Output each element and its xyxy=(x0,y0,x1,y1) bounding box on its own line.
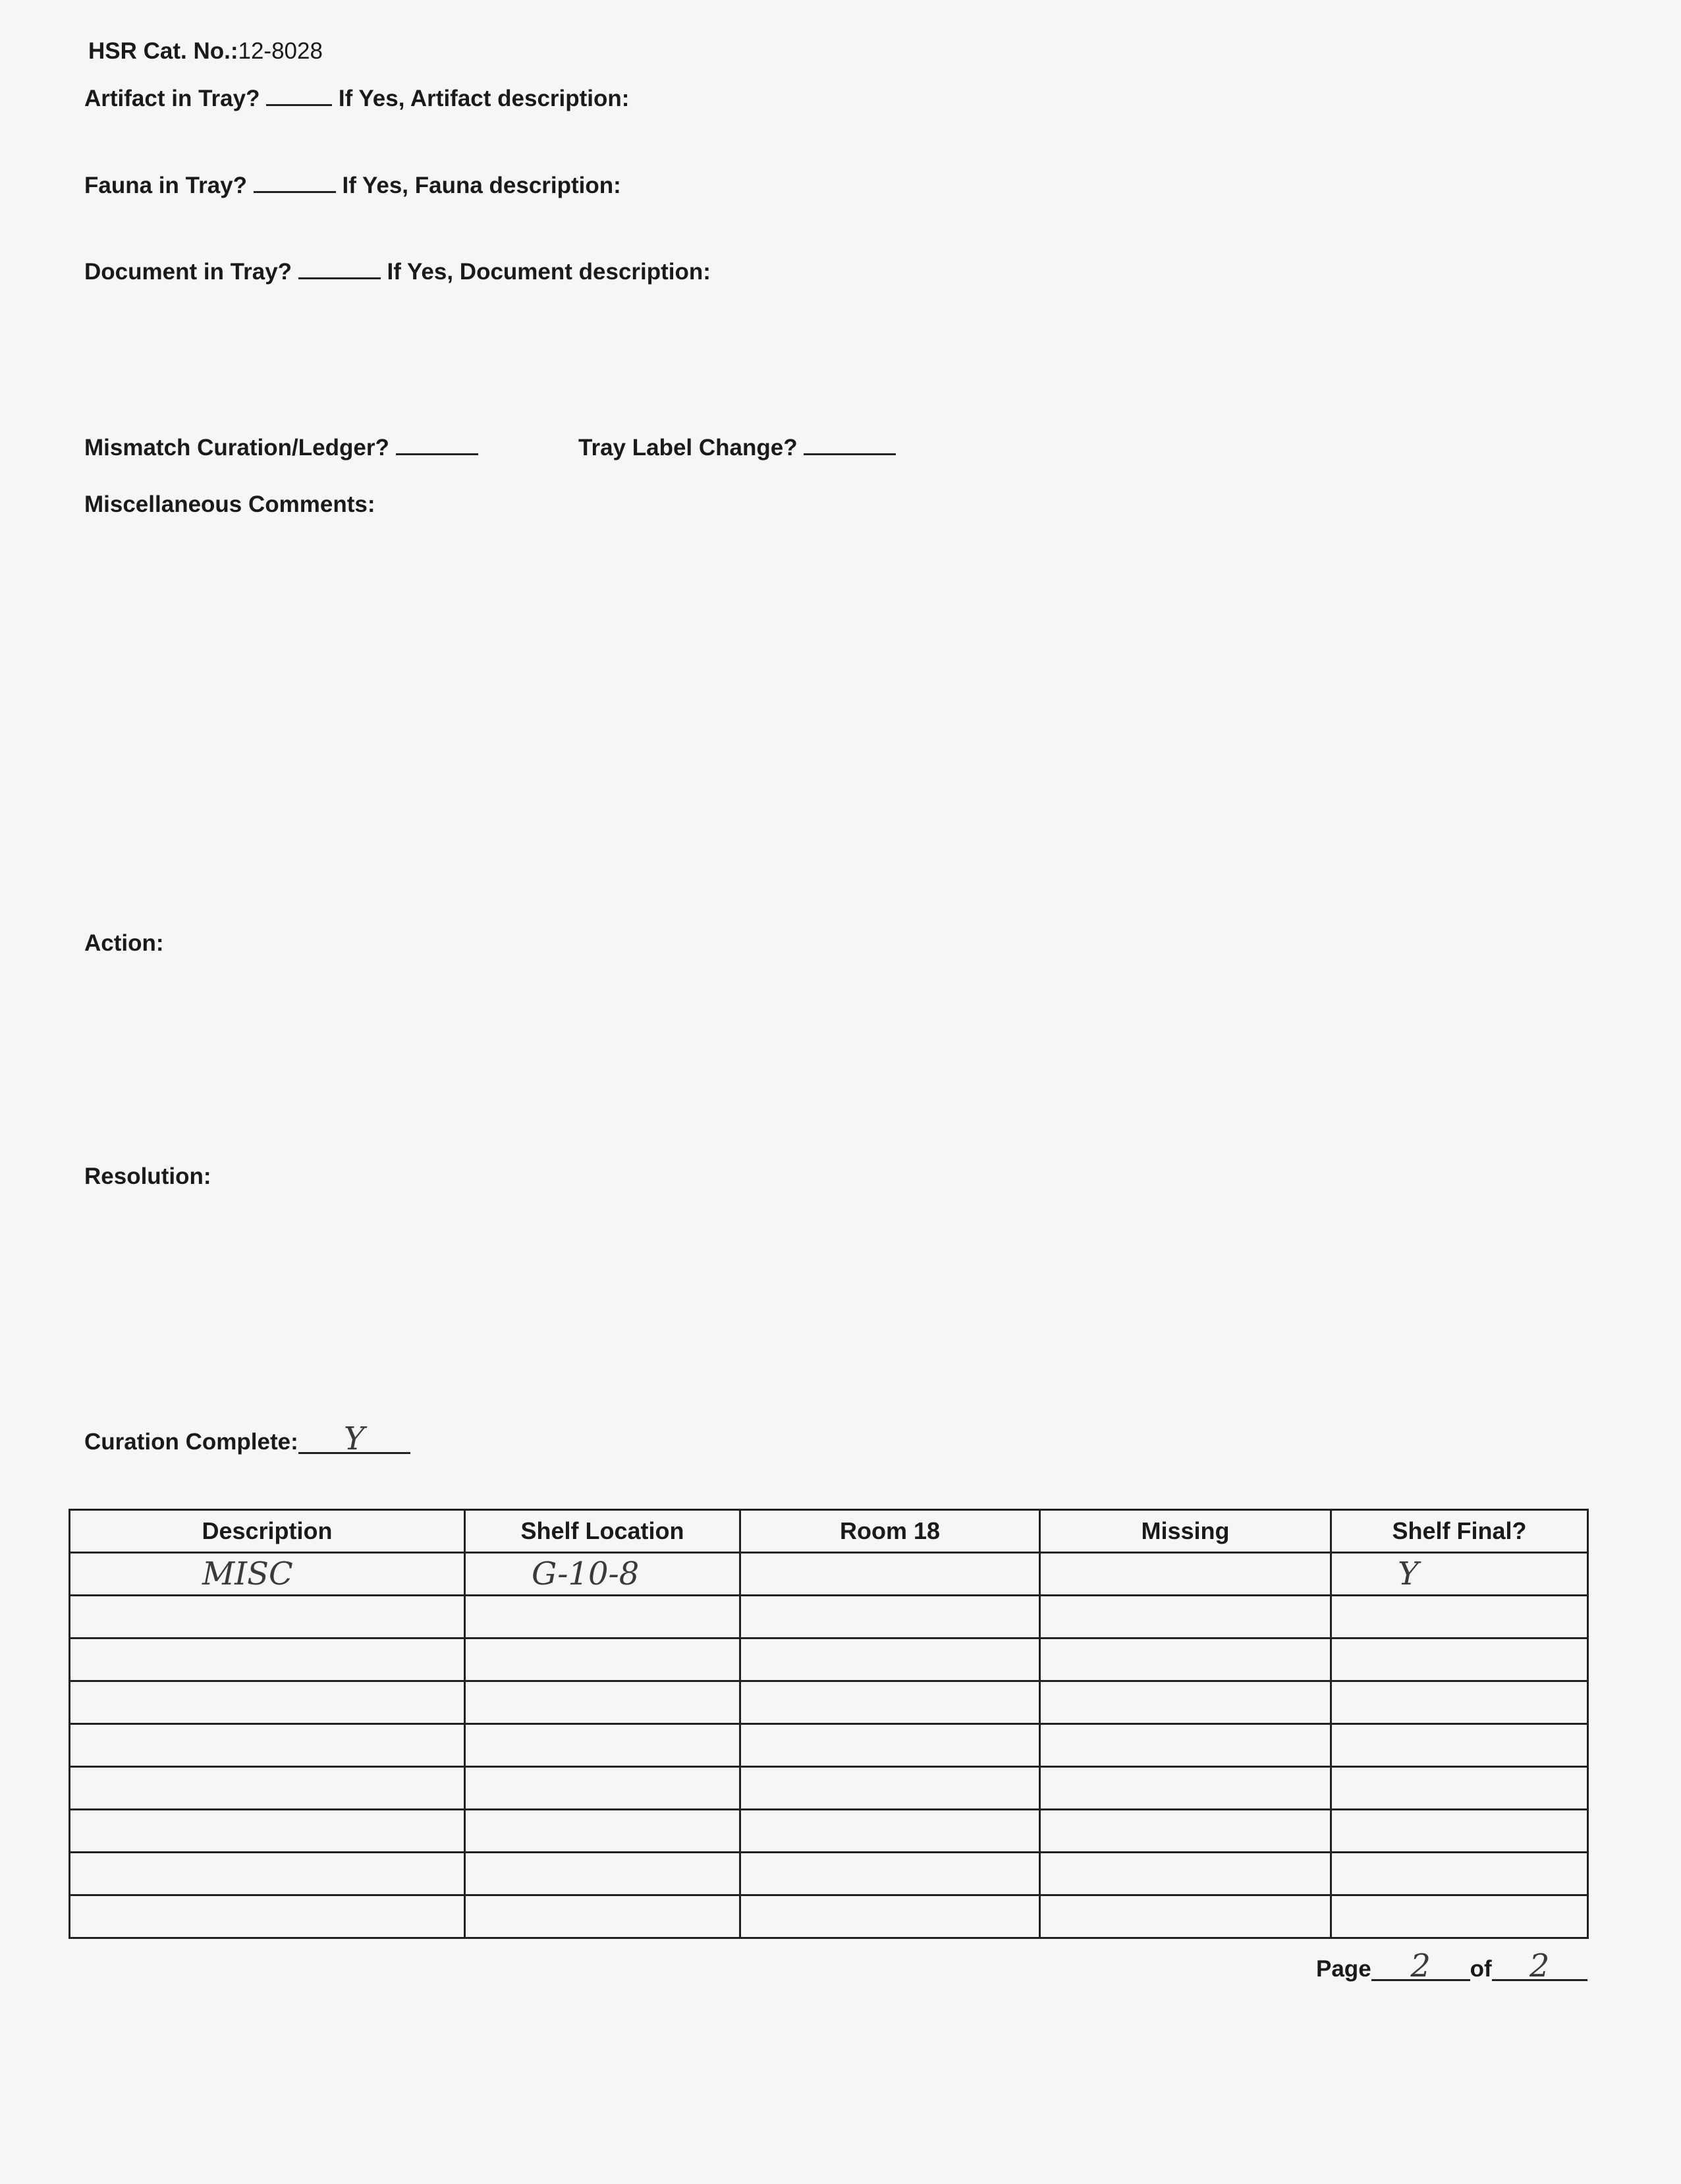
table-cell[interactable] xyxy=(1040,1724,1331,1767)
column-header-description: Description xyxy=(70,1510,465,1553)
mismatch-row xyxy=(84,435,478,461)
misc-comments-label: Miscellaneous Comments: xyxy=(84,491,375,517)
fauna-description-label: If Yes, Fauna description: xyxy=(342,173,621,198)
curation-complete-value[interactable]: Y xyxy=(298,1426,410,1454)
table-cell[interactable]: MISC xyxy=(70,1553,465,1596)
table-cell[interactable] xyxy=(1040,1810,1331,1853)
table-cell[interactable] xyxy=(465,1724,740,1767)
document-question: Document in Tray? xyxy=(84,259,292,285)
mismatch-label: Mismatch Curation/Ledger? xyxy=(84,435,389,461)
fauna-blank[interactable] xyxy=(254,190,336,193)
curation-complete-row xyxy=(84,1420,410,1457)
inventory-table xyxy=(69,1509,1589,1939)
table-row xyxy=(70,1553,1588,1596)
table-cell[interactable] xyxy=(70,1724,465,1767)
table-cell[interactable] xyxy=(1040,1853,1331,1895)
table-cell[interactable] xyxy=(465,1767,740,1810)
table-cell[interactable] xyxy=(465,1810,740,1853)
table-cell[interactable] xyxy=(740,1810,1040,1853)
artifact-description-label: If Yes, Artifact description: xyxy=(338,86,630,111)
of-label: of xyxy=(1470,1956,1492,1982)
page-number-value[interactable]: 2 xyxy=(1371,1953,1470,1981)
table-cell[interactable] xyxy=(465,1638,740,1681)
table-cell[interactable] xyxy=(70,1895,465,1938)
table-cell[interactable] xyxy=(740,1724,1040,1767)
artifact-row xyxy=(84,86,629,112)
document-row xyxy=(84,259,711,285)
artifact-blank[interactable] xyxy=(266,103,332,106)
table-cell[interactable] xyxy=(740,1853,1040,1895)
table-cell[interactable] xyxy=(1331,1724,1588,1767)
table-cell[interactable] xyxy=(1040,1767,1331,1810)
document-description-label: If Yes, Document description: xyxy=(387,259,711,285)
document-blank[interactable] xyxy=(298,277,381,279)
table-cell[interactable] xyxy=(1331,1853,1588,1895)
table-cell[interactable] xyxy=(1331,1681,1588,1724)
table-cell[interactable] xyxy=(70,1767,465,1810)
table-cell[interactable] xyxy=(1040,1681,1331,1724)
table-cell[interactable] xyxy=(70,1638,465,1681)
table-cell[interactable] xyxy=(70,1681,465,1724)
table-header-row xyxy=(70,1510,1588,1553)
artifact-question: Artifact in Tray? xyxy=(84,86,260,111)
table-cell[interactable] xyxy=(1040,1895,1331,1938)
table-cell[interactable] xyxy=(465,1681,740,1724)
mismatch-blank[interactable] xyxy=(396,453,478,455)
table-cell[interactable] xyxy=(465,1853,740,1895)
table-cell[interactable] xyxy=(740,1596,1040,1638)
fauna-question: Fauna in Tray? xyxy=(84,173,247,198)
table-cell[interactable] xyxy=(465,1895,740,1938)
table-cell[interactable] xyxy=(465,1596,740,1638)
table-cell[interactable]: Y xyxy=(1331,1553,1588,1596)
table-cell[interactable] xyxy=(1331,1895,1588,1938)
resolution-label: Resolution: xyxy=(84,1163,211,1189)
table-cell[interactable] xyxy=(70,1810,465,1853)
page-total-value[interactable]: 2 xyxy=(1492,1953,1587,1981)
table-cell[interactable] xyxy=(1040,1596,1331,1638)
curation-complete-label: Curation Complete: xyxy=(84,1429,298,1455)
tray-label-change-label: Tray Label Change? xyxy=(578,435,798,461)
table-cell[interactable] xyxy=(1331,1810,1588,1853)
tray-label-row xyxy=(578,435,896,461)
column-header-shelf-location: Shelf Location xyxy=(465,1510,740,1553)
page-label: Page xyxy=(1316,1956,1371,1982)
catalog-number-label: HSR Cat. No.: xyxy=(88,38,238,64)
fauna-row xyxy=(84,173,621,199)
table-cell[interactable] xyxy=(1040,1553,1331,1596)
tray-label-blank[interactable] xyxy=(804,453,896,455)
action-label: Action: xyxy=(84,930,164,956)
table-cell[interactable] xyxy=(1040,1638,1331,1681)
column-header-missing: Missing xyxy=(1040,1510,1331,1553)
table-cell[interactable] xyxy=(740,1767,1040,1810)
table-row xyxy=(70,1895,1588,1938)
table-row xyxy=(70,1853,1588,1895)
table-row xyxy=(70,1638,1588,1681)
table-row xyxy=(70,1724,1588,1767)
catalog-number-value: 12-8028 xyxy=(238,38,323,64)
column-header-room-18: Room 18 xyxy=(740,1510,1040,1553)
table-cell[interactable] xyxy=(1331,1596,1588,1638)
table-cell[interactable] xyxy=(70,1853,465,1895)
table-cell[interactable] xyxy=(740,1553,1040,1596)
table-cell[interactable] xyxy=(1331,1638,1588,1681)
table-cell[interactable] xyxy=(740,1895,1040,1938)
table-row xyxy=(70,1681,1588,1724)
table-cell[interactable] xyxy=(740,1681,1040,1724)
table-row xyxy=(70,1767,1588,1810)
page-count xyxy=(1316,1947,1587,1984)
table-cell[interactable] xyxy=(1331,1767,1588,1810)
table-row xyxy=(70,1810,1588,1853)
table-cell[interactable] xyxy=(70,1596,465,1638)
table-cell[interactable] xyxy=(740,1638,1040,1681)
catalog-number xyxy=(88,38,323,65)
column-header-shelf-final: Shelf Final? xyxy=(1331,1510,1588,1553)
table-row xyxy=(70,1596,1588,1638)
table-cell[interactable]: G-10-8 xyxy=(465,1553,740,1596)
